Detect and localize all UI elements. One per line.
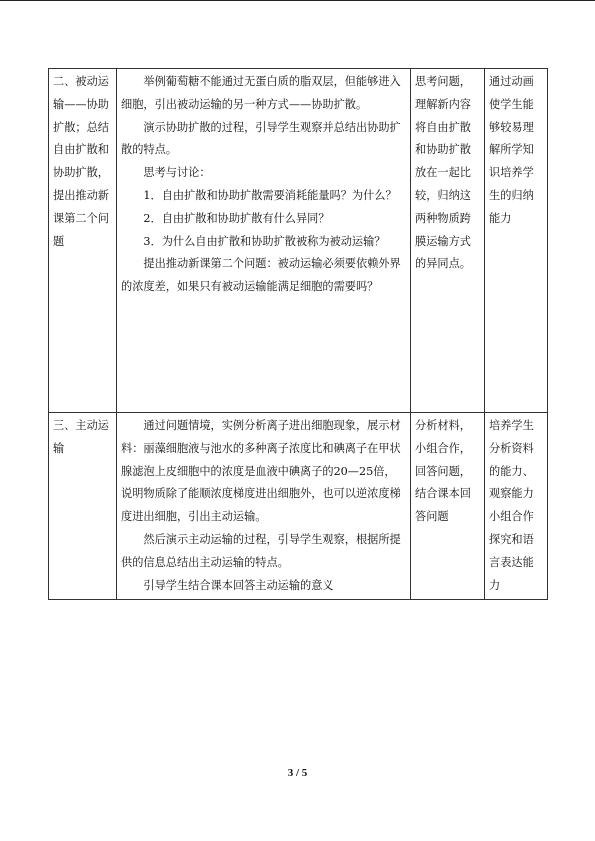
student-text: 分析材料，小组合作，回答问题，结合课本回答问题: [415, 419, 471, 524]
teacher-paragraph: 思考与讨论：: [143, 166, 211, 180]
teacher-paragraph: 1．自由扩散和协助扩散需要消耗能量吗？为什么？: [143, 188, 397, 202]
teacher-paragraph: 演示协助扩散的过程，引导学生观察并总结出协助扩散的特点。: [121, 120, 401, 157]
teacher-paragraph: 3．为什么自由扩散和协助扩散被称为被动运输？: [143, 234, 386, 248]
stage-text: 二、被动运输——协助扩散；总结自由扩散和协助扩散，提出推动新课第二个问题: [53, 75, 109, 248]
stage-text: 三、主动运输: [53, 419, 109, 455]
teacher-paragraph: 然后演示主动运输的过程，引导学生观察，根据所提供的信息总结出主动运输的特点。: [121, 532, 401, 569]
student-activity-cell: [411, 413, 485, 600]
page-top-rule: [0, 0, 595, 1]
table-row: [49, 69, 548, 413]
teacher-paragraph: 2．自由扩散和协助扩散有什么异同？: [143, 211, 330, 225]
intent-text: 培养学生分析资料的能力、观察能力小组合作探究和语言表达能力: [489, 419, 534, 592]
teacher-paragraph: 提出推动新课第二个问题：被动运输必须要依赖外界的浓度差，如果只有被动运输能满足细胞的需要吗？: [121, 257, 401, 294]
table-row: [49, 413, 548, 600]
student-activity-cell: [411, 69, 485, 413]
lesson-plan-table: [48, 68, 548, 600]
teacher-activity-cell: [117, 69, 411, 413]
intent-text: 通过动画使学生能够较易理解所学知识培养学生的归纳能力: [489, 75, 534, 225]
teacher-paragraph: 通过问题情境，实例分析离子进出细胞现象，展示材料：丽藻细胞液与池水的多种离子浓度比和碘离子在甲状腺滤泡上皮细胞中的浓度是血液中碘离子的20—25倍，说明物质除了能顺浓度梯度进出细胞外，也可以逆浓度梯度进出细胞，引出主动运输。: [121, 419, 401, 524]
stage-cell: [49, 69, 117, 413]
design-intent-cell: [485, 413, 548, 600]
teacher-paragraph: 举例葡萄糖不能通过无蛋白质的脂双层，但能够进入细胞，引出被动运输的另一种方式——协助扩散。: [121, 75, 401, 111]
teacher-activity-cell: [117, 413, 411, 600]
design-intent-cell: [485, 69, 548, 413]
teacher-paragraph: 引导学生结合课本回答主动运输的意义: [143, 578, 334, 592]
student-text: 思考问题，理解新内容将自由扩散和协助扩散放在一起比较，归纳这两种物质跨膜运输方式的异同点。: [415, 75, 471, 271]
stage-cell: [49, 413, 117, 600]
page-number: 3 / 5: [287, 767, 308, 779]
